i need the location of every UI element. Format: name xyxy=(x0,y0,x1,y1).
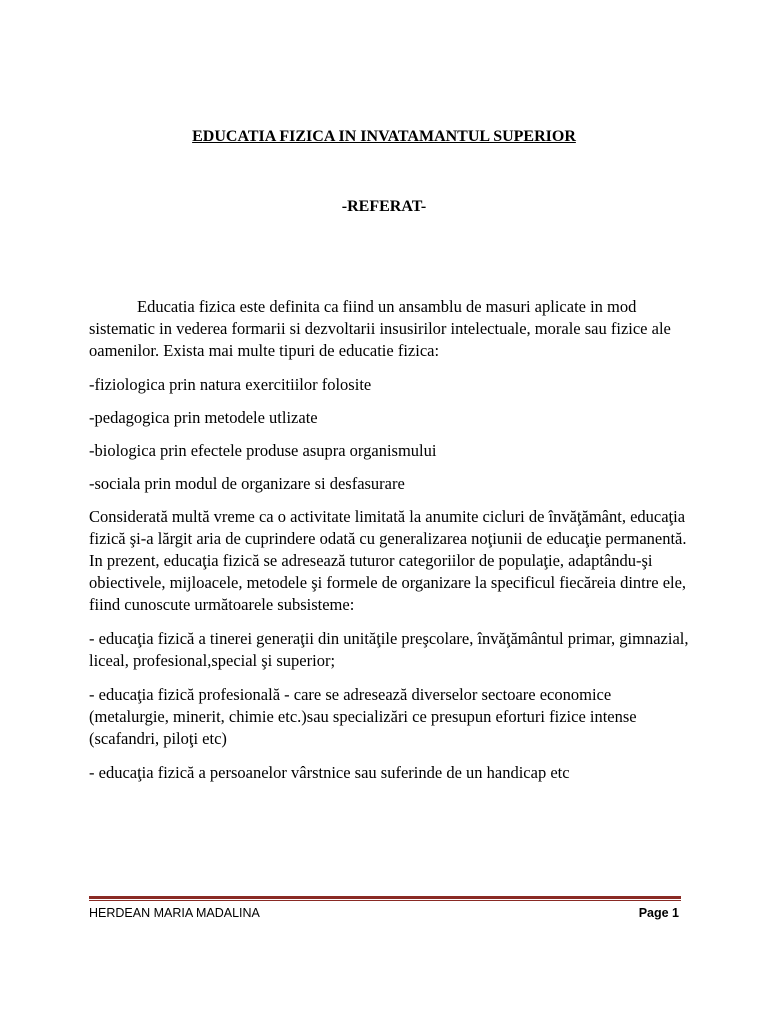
document-subtitle: -REFERAT- xyxy=(341,198,427,215)
subsystem-item-tinerei: - educaţia fizică a tinerei generaţii din unităţile preşcolare, învăţământul primar, gimnazial, liceal, profesional,special şi superior; xyxy=(89,629,689,670)
subsystem-item-varstnice: - educaţia fizică a persoanelor vârstnice sau suferinde de un handicap etc xyxy=(89,763,570,782)
page-number: Page 1 xyxy=(638,906,679,920)
subsystem-item-profesionala: - educaţia fizică profesională - care se adresează diverselor sectoare economice (metalurgie, minerit, chimie etc.)sau specializări ce presupun eforturi fizice intense (scafandri, piloţi etc) xyxy=(89,685,637,748)
document-body xyxy=(89,296,689,796)
footer-divider xyxy=(89,896,681,899)
context-paragraph: Considerată multă vreme ca o activitate limitată la anumite cicluri de învăţământ, educaţia fizică şi-a lărgit aria de cuprindere odată cu generalizarea noţiunii de educaţie permanentă. In prezent, educaţia fizică se adresează tuturor categoriilor de populaţie, adaptându-şi obiectivele, mijloacele, metodele şi formele de organizare la specificul fiecăreia dintre ele, fiind cunoscute următoarele subsisteme: xyxy=(89,507,687,614)
list-item-biologica: -biologica prin efectele produse asupra organismului xyxy=(89,441,437,460)
document-title: EDUCATIA FIZICA IN INVATAMANTUL SUPERIOR xyxy=(192,128,576,145)
list-item-sociala: -sociala prin modul de organizare si desfasurare xyxy=(89,474,405,493)
footer-author: HERDEAN MARIA MADALINA xyxy=(89,906,260,920)
list-item-pedagogica: -pedagogica prin metodele utlizate xyxy=(89,408,318,427)
list-item-fiziologica: -fiziologica prin natura exercitiilor folosite xyxy=(89,375,372,394)
intro-paragraph: Educatia fizica este definita ca fiind un ansamblu de masuri aplicate in mod sistematic in vederea formarii si dezvoltarii insusirilor intelectuale, morale sau fizice ale oamenilor. Exista mai multe tipuri de educatie fizica: xyxy=(89,297,671,360)
